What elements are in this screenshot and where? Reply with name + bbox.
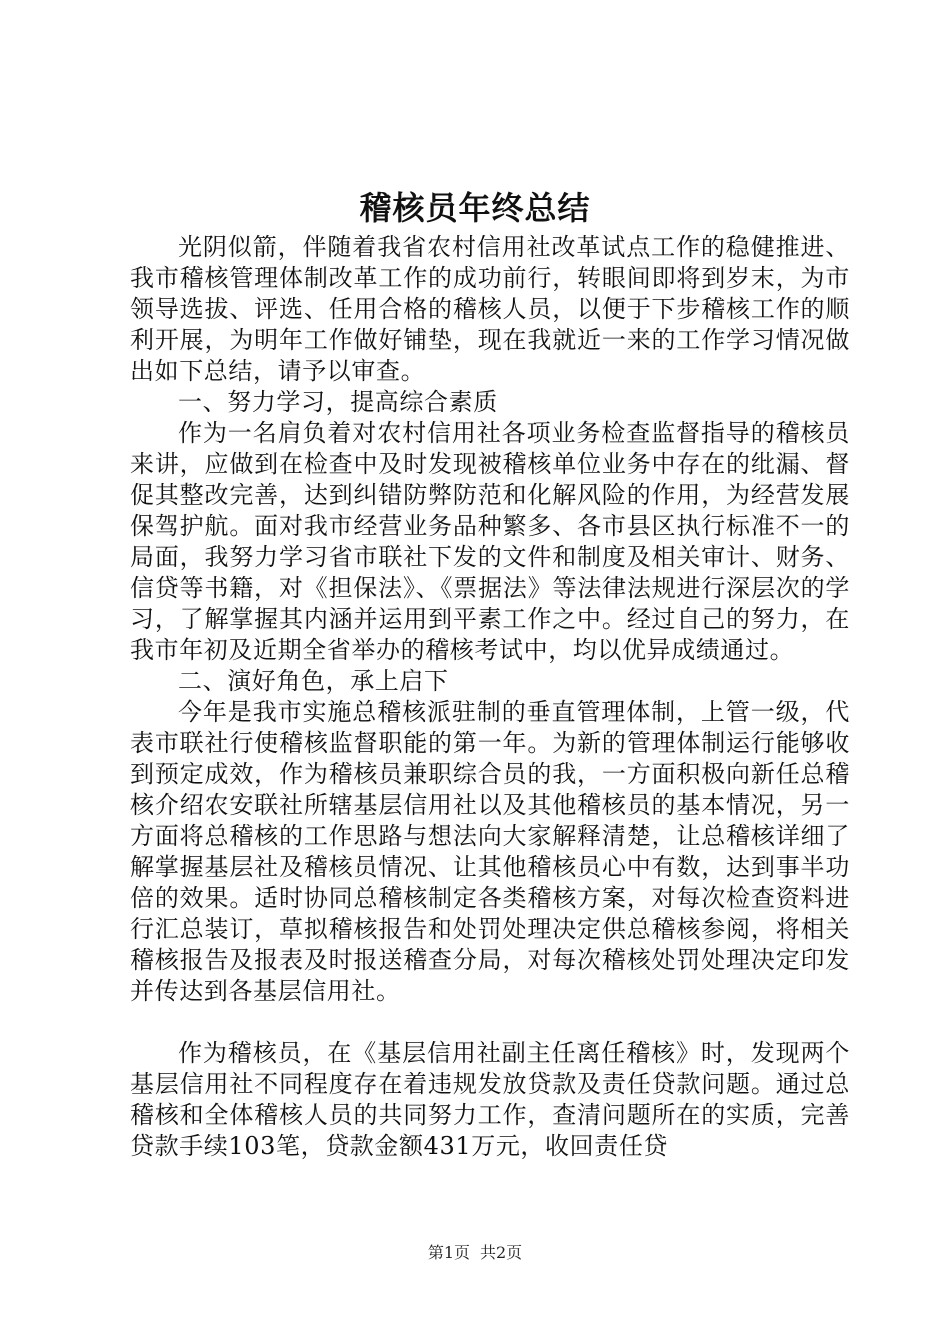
section-1-paragraph: 作为一名肩负着对农村信用社各项业务检查监督指导的稽核员来讲，应做到在检查中及时发现被稽核单位业务中存在的纰漏、督促其整改完善，达到纠错防弊防范和化解风险的作用，为经营发展保驾护航。面对我市经营业务品种繁多、各市县区执行标准不一的局面，我努力学习省市联社下发的文件和制度及相关审计、财务、信贷等书籍，对《担保法》、《票据法》等法律法规进行深层次的学习，了解掌握其内涵并运用到平素工作之中。经过自己的努力，在我市年初及近期全省举办的稽核考试中，均以优异成绩通过。 [130, 419, 850, 664]
section-2-paragraph-continued: 作为稽核员，在《基层信用社副主任离任稽核》时，发现两个基层信用社不同程度存在着违规发放贷款及责任贷款问题。通过总稽核和全体稽核人员的共同努力工作，查清问题所在的实质，完善贷款手续103笔，贷款金额431万元，收回责任贷 [130, 1039, 850, 1160]
section-2-paragraph: 今年是我市实施总稽核派驻制的垂直管理体制，上管一级，代表市联社行使稽核监督职能的第一年。为新的管理体制运行能够收到预定成效，作为稽核员兼职综合员的我，一方面积极向新任总稽核介绍农安联社所辖基层信用社以及其他稽核员的基本情况，另一方面将总稽核的工作思路与想法向大家解释清楚，让总稽核详细了解掌握基层社及稽核员情况、让其他稽核员心中有数，达到事半功倍的效果。适时协同总稽核制定各类稽核方案，对每次检查资料进行汇总装订，草拟稽核报告和处罚处理决定供总稽核参阅，将相关稽核报告及报表及时报送稽查分局，对每次稽核处罚处理决定印发并传达到各基层信用社。 [130, 698, 850, 1005]
section-heading-1: 一、努力学习，提高综合素质 [178, 388, 498, 416]
paragraph-spacer [130, 1007, 850, 1038]
page-footer [0, 1242, 950, 1264]
section-heading-2: 二、演好角色，承上启下 [178, 667, 449, 695]
document-body [130, 232, 850, 1162]
page-number: 第1页 [427, 1243, 470, 1262]
intro-paragraph: 光阴似箭，伴随着我省农村信用社改革试点工作的稳健推进、我市稽核管理体制改革工作的成功前行，转眼间即将到岁末，为市领导选拔、评选、任用合格的稽核人员，以便于下步稽核工作的顺利开展，为明年工作做好铺垫，现在我就近一来的工作学习情况做出如下总结，请予以审查。 [130, 233, 850, 385]
page-total: 共2页 [480, 1243, 523, 1262]
document-title: 稽核员年终总结 [359, 189, 591, 227]
